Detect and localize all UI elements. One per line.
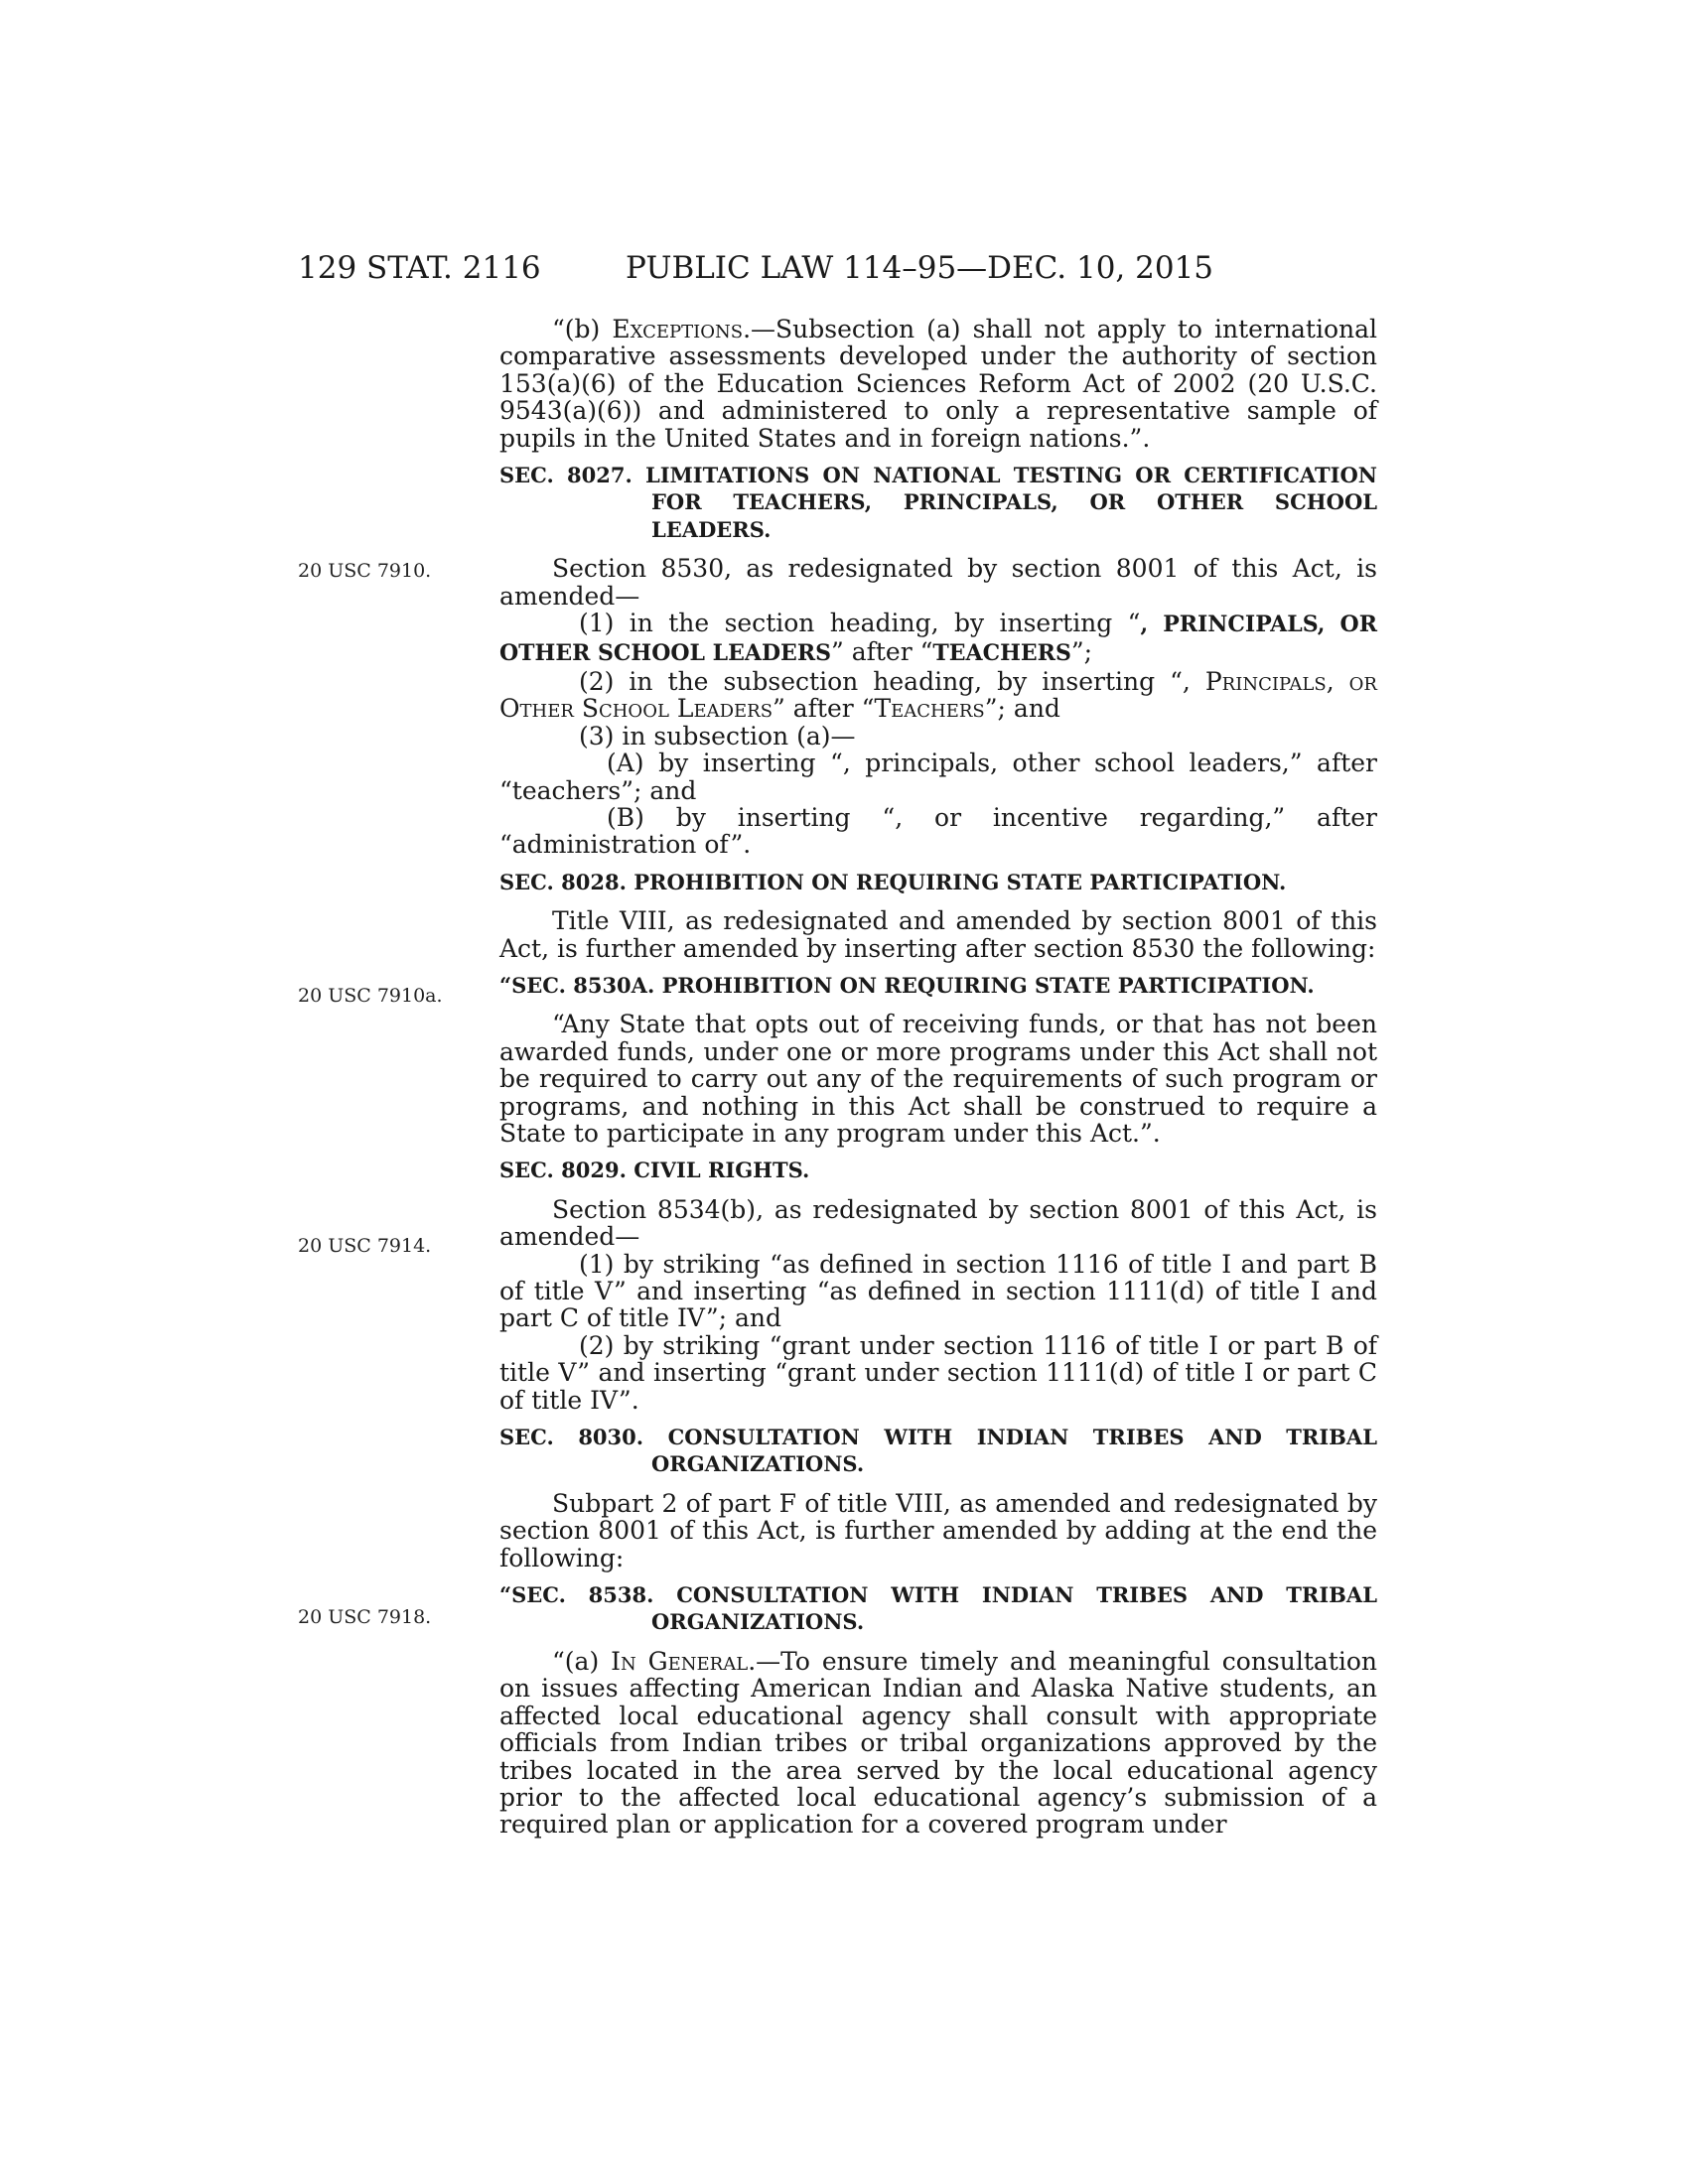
list-item: (1) in the section heading, by inserting “, PRINCIPALS, OR OTHER SCHOOL LEADERS” after “TEACHERS”; [499, 609, 1377, 667]
paragraph-8029-intro: Section 8534(b), as redesignated by section 8001 of this Act, is amended— [499, 1194, 1377, 1252]
document-body [499, 316, 1377, 1839]
section-heading-8027: SEC. 8027. LIMITATIONS ON NATIONAL TESTING OR CERTIFICATION FOR TEACHERS, PRINCIPALS, OR OTHER SCHOOL LEADERS. [499, 463, 1377, 542]
paragraph-8030-intro: Subpart 2 of part F of title VIII, as amended and redesignated by section 8001 of this Act, is further amended by adding at the end the following: [499, 1488, 1377, 1572]
paragraph-8530a: “Any State that opts out of receiving funds, or that has not been awarded funds, under one or more programs under this Act shall not be required to carry out any of the requirements of such program or programs, and nothing in this Act shall be construed to require a State to participate in any program under this Act.”. [499, 1010, 1377, 1148]
list-item: (2) by striking “grant under section 1116 of title I or part B of title V” and inserting “grant under section 1111(d) of title I or part C of title IV”. [499, 1330, 1377, 1415]
page-header [298, 248, 1380, 288]
section-heading-8028: SEC. 8028. PROHIBITION ON REQUIRING STATE PARTICIPATION. [499, 869, 1287, 894]
statute-page-number: 129 STAT. 2116 [298, 250, 541, 286]
paragraph-8538-a: “(a) In General.—To ensure timely and meaningful consultation on issues affecting American Indian and Alaska Native students, an affected local educational agency shall consult with appropriate officials from Indian tribes or tribal organizations approved by the tribes located in the area served by the local educational agency prior to the affected local educational agency’s submission of a required plan or application for a covered program under [499, 1646, 1377, 1840]
subsection-heading: In General [611, 1646, 749, 1676]
list-item: (2) in the subsection heading, by inserting “, Principals, or Other School Leaders” after “Teachers”; and [499, 666, 1377, 724]
list-item: (B) by inserting “, or incentive regarding,” after “administration of”. [499, 802, 1377, 860]
section-heading-8538: “SEC. 8538. CONSULTATION WITH INDIAN TRIBES AND TRIBAL ORGANIZATIONS. [499, 1582, 1377, 1635]
list-item: (1) by striking “as defined in section 1116 of title I and part B of title V” and inserting “as defined in section 1111(d) of title I and part C of title IV”; and [499, 1249, 1377, 1333]
margin-note: 20 USC 7914. [298, 1235, 432, 1257]
paragraph-b-exceptions: “(b) Exceptions.—Subsection (a) shall not apply to international comparative assessments developed under the authority of section 153(a)(6) of the Education Sciences Reform Act of 2002 (20 U.S.C. 9543(a)(6)) and administered to only a representative sample of pupils in the United States and in foreign nations.”. [499, 315, 1377, 453]
margin-note: 20 USC 7918. [298, 1606, 432, 1628]
public-law-citation: PUBLIC LAW 114–95—DEC. 10, 2015 [626, 250, 1214, 286]
paragraph-8027-intro: Section 8530, as redesignated by section 8001 of this Act, is amended— [499, 554, 1377, 611]
section-heading-8530a: “SEC. 8530A. PROHIBITION ON REQUIRING STATE PARTICIPATION. [499, 972, 1315, 998]
margin-note: 20 USC 7910. [298, 560, 432, 582]
subsection-heading: Exceptions [612, 315, 744, 343]
list-item: (3) in subsection (a)— [579, 721, 856, 751]
list-item: (A) by inserting “, principals, other school leaders,” after “teachers”; and [499, 749, 1377, 805]
margin-note: 20 USC 7910a. [298, 985, 443, 1007]
section-heading-8029: SEC. 8029. CIVIL RIGHTS. [499, 1158, 810, 1183]
paragraph-8028-intro: Title VIII, as redesignated and amended by section 8001 of this Act, is further amended by inserting after section 8530 the following: [499, 906, 1377, 963]
section-heading-8030: SEC. 8030. CONSULTATION WITH INDIAN TRIBES AND TRIBAL ORGANIZATIONS. [499, 1425, 1377, 1477]
